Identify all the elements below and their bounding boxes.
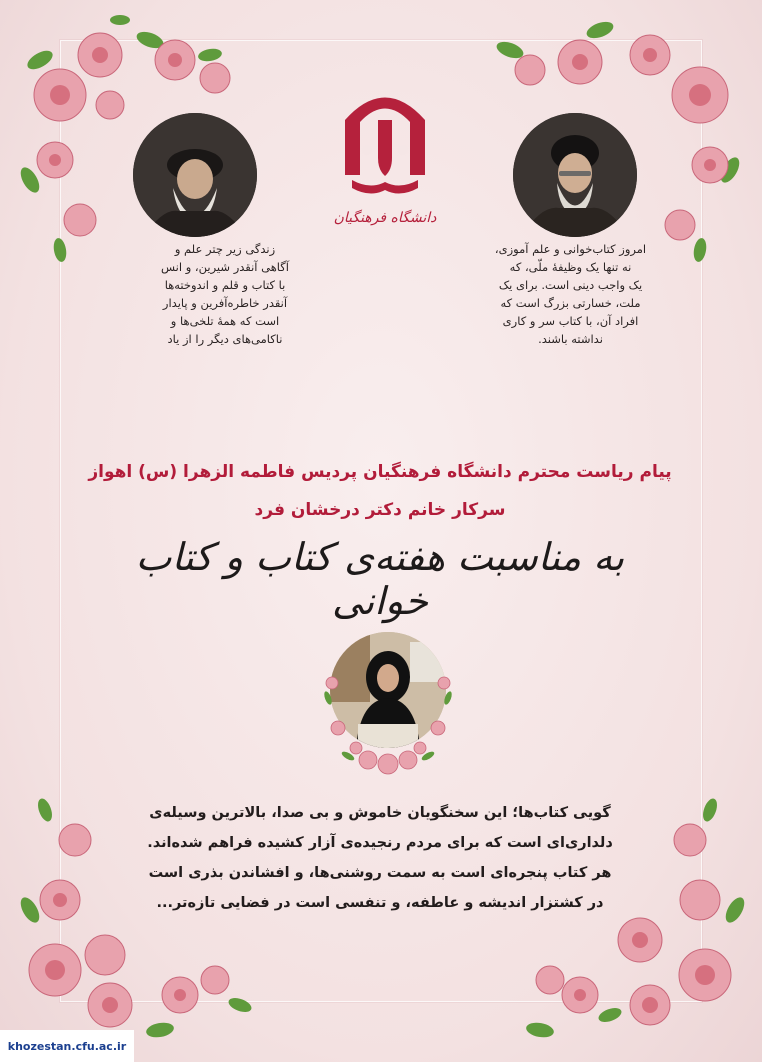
right-quote-line: امروز کتاب‌خوانی و علم آموزی، (494, 242, 647, 256)
right-quote-line: ملت، خسارتی بزرگ است که (500, 296, 641, 310)
website-url: khozestan.cfu.ac.ir (7, 1039, 127, 1053)
right-quote-line: نه تنها یک وظیفهٔ ملّی، که (509, 260, 632, 274)
message-line: گویی کتاب‌ها؛ این سخنگویان خاموش و بی صدا، بالاترین وسیله‌ی (149, 805, 611, 821)
headline-line2: سرکار خانم دکتر درخشان فرد (254, 500, 506, 520)
left-quote-line: آگاهی آنقدر شیرین، و انس (161, 260, 289, 274)
left-quote (140, 240, 310, 348)
right-quote-line: نداشته باشند. (538, 332, 603, 346)
message-line: دلداری‌ای است که برای مردم رنجیده‌ی آزار کشیده فراهم شده‌اند. (147, 835, 613, 851)
occasion-title: به مناسبت هفته‌ی کتاب و کتاب خوانی (135, 535, 625, 623)
left-quote-line: آنقدر خاطره‌آفرین و پایدار (162, 296, 288, 310)
left-quote-line: زندگی زیر چتر علم و (174, 242, 276, 256)
logo-text: دانشگاه فرهنگیان (333, 210, 437, 226)
president-photo-wreath (318, 628, 458, 778)
university-logo (330, 70, 440, 250)
headline-line1: پیام ریاست محترم دانشگاه فرهنگیان پردیس فاطمه الزهرا (س) اهواز (88, 462, 672, 482)
right-quote-line: افراد آن، با کتاب سر و کاری (502, 314, 639, 328)
right-quote (483, 240, 658, 348)
left-quote-line: ناکامی‌های دیگر را از یاد (167, 332, 283, 346)
left-quote-line: است که همهٔ تلخی‌ها و (170, 314, 280, 328)
message-line: هر کتاب پنجره‌ای است به سمت روشنی‌ها، و افشاندن بذری است (148, 865, 612, 881)
message-body (100, 798, 660, 918)
message-line: در کشتزار اندیشه و عاطفه، و تنفسی است در فضایی تازه‌تر... (156, 895, 604, 911)
left-quote-line: با کتاب و قلم و اندوخته‌ها (164, 278, 286, 292)
left-portrait (133, 113, 257, 237)
website-badge[interactable] (0, 1030, 134, 1062)
logo-emblem-icon (330, 70, 440, 210)
right-portrait (513, 113, 637, 237)
right-quote-line: یک واجب دینی است. برای یک (498, 278, 643, 292)
